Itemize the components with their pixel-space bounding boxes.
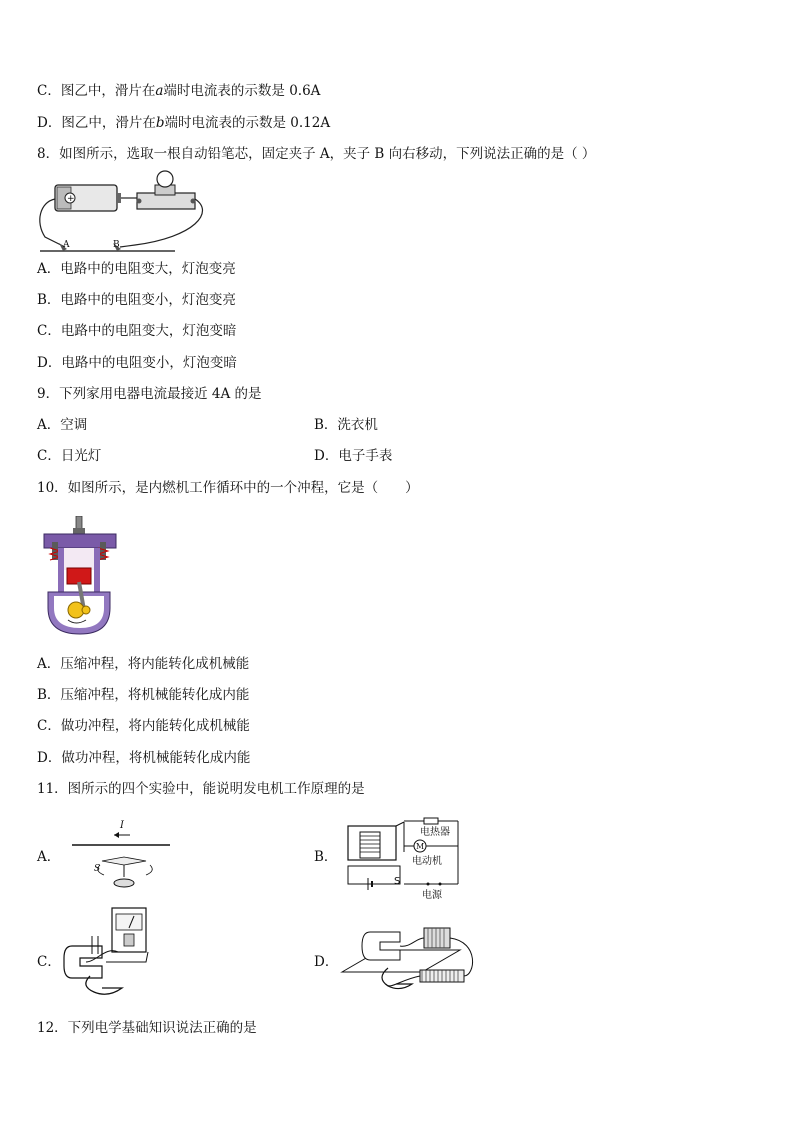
q11-label-c: C．: [37, 954, 61, 970]
q8-option-a: A．电路中的电阻变大，灯泡变亮: [37, 261, 236, 277]
q11-label-b: B．: [314, 849, 338, 865]
svg-text:+: +: [67, 194, 75, 204]
q10-stem: 10．如图所示，是内燃机工作循环中的一个冲程，它是（ ）: [37, 480, 419, 496]
option-text: 端时电流表的示数是 0.6A: [163, 83, 321, 99]
variable: b: [155, 115, 165, 131]
q8-option-b: B．电路中的电阻变小，灯泡变亮: [37, 292, 236, 308]
q11-label-d: D．: [314, 954, 339, 970]
q10-engine-figure: [40, 516, 120, 638]
pole-label: S: [94, 864, 101, 874]
q11-stem: 11．图所示的四个实验中，能说明发电机工作原理的是: [37, 781, 365, 797]
q9-option-c: C．日光灯: [37, 448, 102, 464]
clip-a-label: A: [63, 240, 70, 250]
q10-option-d: D．做功冲程，将机械能转化成内能: [37, 750, 251, 766]
q10-option-c: C．做功冲程，将内能转化成机械能: [37, 718, 250, 734]
clip-b-label: B: [113, 240, 120, 250]
q8-circuit-figure: [35, 167, 215, 257]
option-prev-c: [37, 82, 320, 100]
option-text: C．图乙中，滑片在: [37, 83, 156, 99]
q9-option-d: D．电子手表: [314, 448, 393, 464]
option-text: D．图乙中，滑片在: [37, 115, 156, 131]
q12-stem: 12．下列电学基础知识说法正确的是: [37, 1020, 257, 1036]
source-label: 电源: [422, 890, 442, 901]
option-text: 端时电流表的示数是 0.12A: [164, 115, 331, 131]
q9-stem: 9．下列家用电器电流最接近 4A 的是: [37, 386, 262, 402]
switch-label: S: [394, 876, 401, 887]
q10-option-b: B．压缩冲程，将机械能转化成内能: [37, 687, 250, 703]
q8-stem: 8．如图所示，选取一根自动铅笔芯，固定夹子 A，夹子 B 向右移动，下列说法正确的是（ ）: [37, 146, 596, 162]
q11-figure-c: [62, 906, 162, 1002]
q11-figure-b: [340, 812, 465, 904]
variable: a: [155, 83, 164, 99]
q8-option-d: D．电路中的电阻变小，灯泡变暗: [37, 355, 237, 371]
q10-option-a: A．压缩冲程，将内能转化成机械能: [37, 656, 250, 672]
q9-option-a: A．空调: [37, 417, 88, 433]
heater-label: 电热器: [420, 827, 450, 838]
motor-label: 电动机: [412, 856, 442, 867]
q8-option-c: C．电路中的电阻变大，灯泡变暗: [37, 323, 237, 339]
motor-symbol: M: [416, 842, 425, 851]
option-prev-d: [37, 114, 330, 132]
q11-figure-d: [340, 920, 485, 998]
q11-label-a: A．: [37, 849, 61, 865]
current-label: I: [120, 820, 124, 831]
q9-option-b: B．洗衣机: [314, 417, 378, 433]
q11-figure-a: [70, 815, 175, 895]
